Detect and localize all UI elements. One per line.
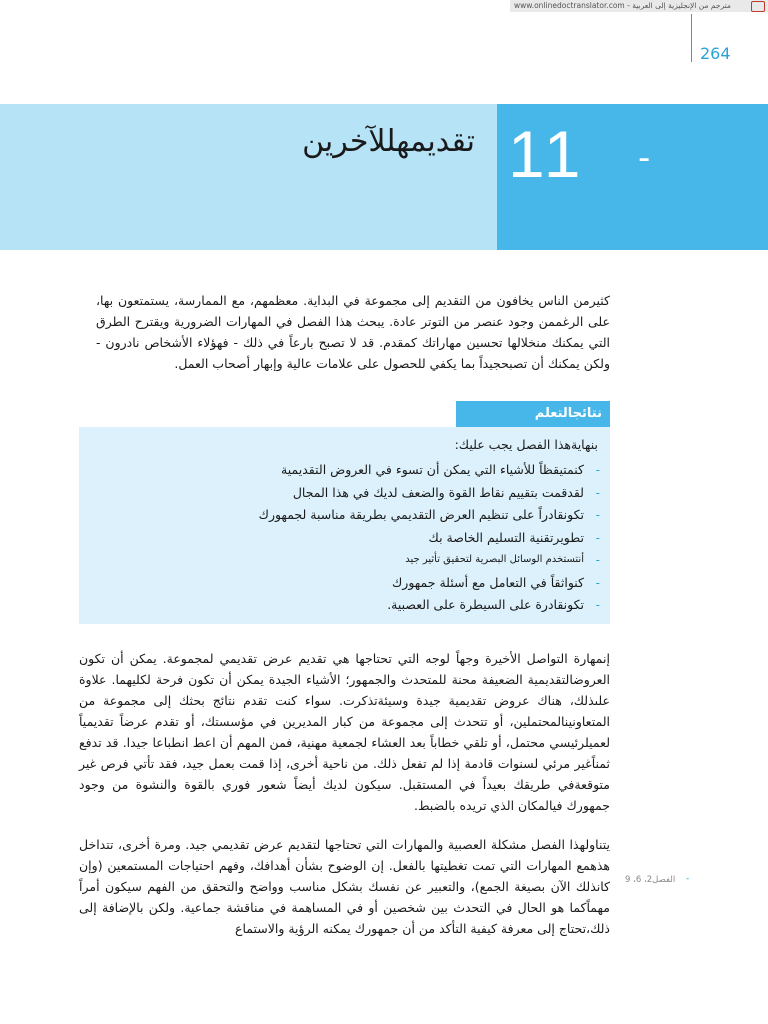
outcomes-intro: بنهايةهذا الفصل يجب عليك: bbox=[454, 437, 598, 452]
list-item: - كنواثقاً في التعامل مع أسئلة جمهورك bbox=[89, 572, 600, 595]
bullet-dash-icon: - bbox=[595, 575, 600, 590]
translator-logo-icon bbox=[751, 1, 765, 12]
page-number-rule bbox=[691, 14, 692, 62]
body-text-1: إنمهارة التواصل الأخيرة وجهاً لوجه التي تحتاجها هي تقديم عرض تقديمي لمجموعة. يمكن أن تكون العروضالتقديمية الضعيفة محنة للمتحدث والجمهور؛ الأشياء الجيدة يمكن أن تكون فرحة لكليهما. علاوة علىذلك، هناك عروض تقديمية جيدة وسيئةتذكرت. سواء كنت تقدم نتائج بحثك إلى مجموعة من المتعاونينالمحتملين، أو تتحدث إلى مجموعة من كبار المديرين في مؤسستك، أو تقدم عرضاً تقديمياً لعميلرئيسي محتمل، أو تلقي خطاباً بعد العشاء لجمعية مهنية، فمن المهم أن اعط انطباعا جيدا. قد تدفع ثمناًغير مرئي لسنوات قادمة إذا لم تفعل ذلك. من ناحية أخرى، إذا قمت بعمل جيد، فقد تأتي فرص غير متوقعةفي طريقك بعيداً في المستقبل. سيكون لديك أيضاً شعور فوري بالقوة والنشوة من وجود جمهورك فيالمكان الذي تريده بالضبط. bbox=[79, 651, 610, 813]
list-item: - لقدقمت بتقييم نقاط القوة والضعف لديك في هذا المجال bbox=[89, 482, 600, 505]
translator-notice[interactable]: www.onlinedoctranslator.com - مترجم من الإنجليزية إلى العربية bbox=[514, 1, 731, 10]
list-item: - أنتستخدم الوسائل البصرية لتحقيق تأثير جيد bbox=[89, 549, 600, 572]
list-item: - تطويرتقنية التسليم الخاصة بك bbox=[89, 527, 600, 550]
learning-outcomes-heading: نتائجالتعلم bbox=[456, 401, 610, 427]
margin-cross-reference: الفصل2، 6، 9 bbox=[625, 875, 676, 885]
learning-outcomes-box bbox=[79, 427, 610, 624]
bullet-dash-icon: - bbox=[595, 598, 600, 612]
list-item: - تكونقادراً على تنظيم العرض التقديمي بطريقة مناسبة لجمهورك bbox=[89, 504, 600, 527]
body-paragraph-2 bbox=[79, 834, 610, 939]
chapter-number: 11 bbox=[508, 117, 585, 191]
translator-bar bbox=[510, 0, 768, 12]
bullet-dash-icon: - bbox=[595, 553, 600, 567]
chapter-title: تقديمهللآخرين bbox=[302, 124, 475, 159]
intro-paragraph bbox=[96, 290, 610, 374]
page-number: 264 bbox=[700, 44, 731, 63]
bullet-dash-icon: - bbox=[595, 530, 600, 545]
list-item: - تكونقادرة على السيطرة على العصبية. bbox=[89, 594, 600, 617]
list-item: - كنمتيقظاً للأشياء التي يمكن أن تسوء في العروض التقديمية bbox=[89, 459, 600, 482]
body-paragraph-1 bbox=[79, 648, 610, 816]
bullet-dash-icon: - bbox=[595, 485, 600, 500]
outcomes-list bbox=[89, 459, 600, 617]
bullet-dash-icon: - bbox=[595, 508, 600, 522]
intro-text: كثيرمن الناس يخافون من التقديم إلى مجموعة في البداية. معظمهم، مع الممارسة، يستمتعون بها، على الرغممن وجود عنصر من التوتر عادة. يبحث هذا الفصل في المهارات الضرورية ويقترح الطرق التي يمكنك منخلالها تحسين مهاراتك كمقدم. قد لا تصبح بارعاً في ذلك - فهؤلاء الأشخاص نادرون - ولكن يمكنك أن تصبحجيداً بما يكفي للحصول على علامات عالية وإبهار أصحاب العمل. bbox=[96, 293, 610, 371]
bullet-dash-icon: - bbox=[595, 463, 600, 477]
body-text-2: يتناولهذا الفصل مشكلة العصبية والمهارات التي تحتاجها لتقديم عرض تقديمي جيد. ومرة أخرى، تتداخل هذهمع المهارات التي تمت تغطيتها بالفعل. إن الوضوح بشأن أهدافك، وفهم احتياجات المستمعين (وإن كانذلك الآن بصيغة الجمع)، والتعبير عن نفسك بشكل مناسب وواضح والتحقق من الفهم سيكون أمراً مهماًكما هو الحال في التحدث بين شخصين أو في المساهمة في مناقشة جماعية. ولكن بالإضافة إلى ذلك،تحتاج إلى معرفة كيفية التأكد من أن جمهورك يمكنه الرؤية والاستماع bbox=[79, 837, 610, 936]
margin-dash: - bbox=[686, 874, 690, 884]
chapter-dash: - bbox=[638, 138, 651, 178]
